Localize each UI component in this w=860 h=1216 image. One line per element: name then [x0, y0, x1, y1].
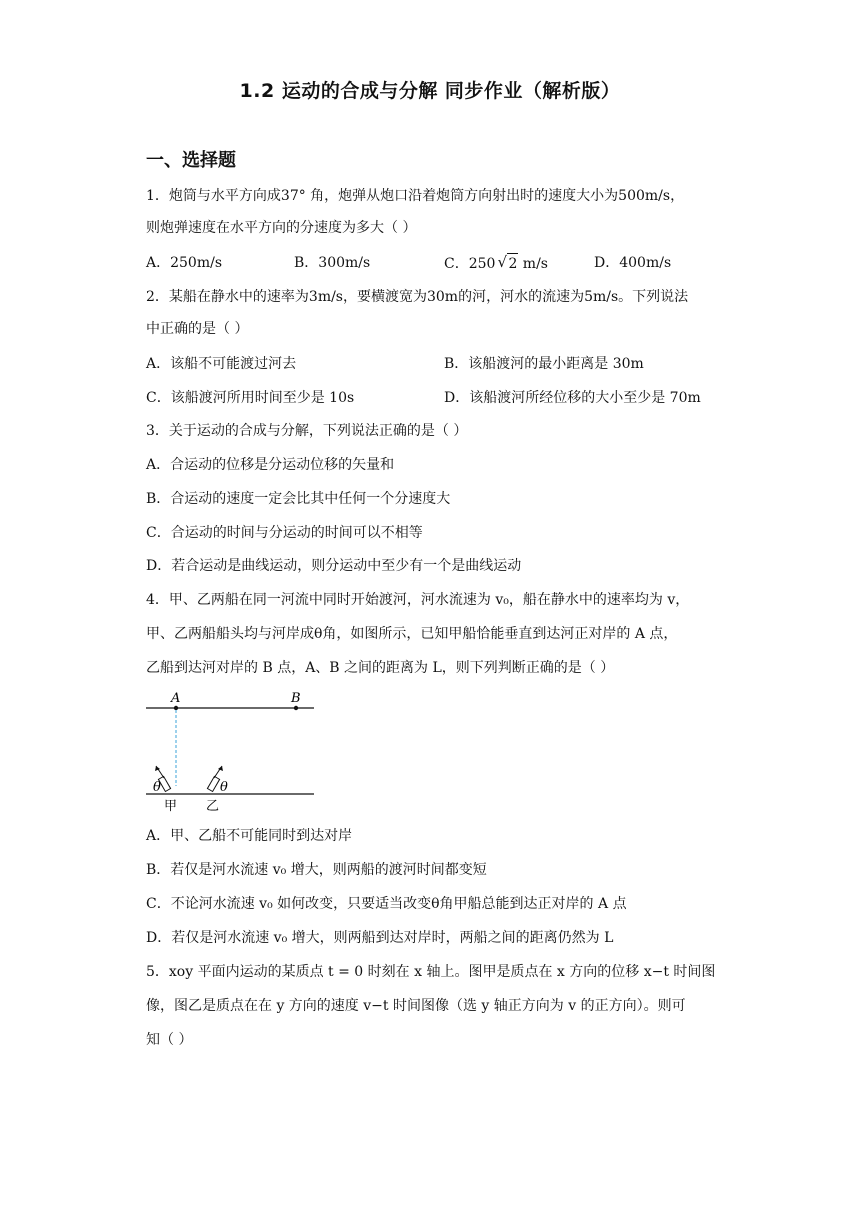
page-title: 1.2 运动的合成与分解 同步作业（解析版） [239, 80, 621, 102]
q4-stem-line2: 甲、乙两船船头均与河岸成θ角，如图所示，已知甲船恰能垂直到达河正对岸的 A 点， [146, 626, 678, 642]
boat-yi [207, 776, 219, 791]
sqrt-symbol: √ 2 [497, 253, 518, 272]
q3-option-d: D．若合运动是曲线运动，则分运动中至少有一个是曲线运动 [146, 558, 522, 574]
boat-jia-label: 甲 [164, 799, 178, 814]
q4-option-c: C．不论河水流速 v₀ 如何改变，只要适当改变θ角甲船总能到达正对岸的 A 点 [146, 896, 627, 912]
theta-label-jia: θ [153, 780, 161, 795]
point-a-dot [174, 706, 178, 710]
boat-yi-label: 乙 [206, 799, 220, 814]
q1-option-c-prefix: C．250 [444, 256, 496, 272]
q2-option-b: B．该船渡河的最小距离是 30m [444, 356, 644, 372]
section-heading: 一、选择题 [146, 150, 236, 171]
point-b-dot [294, 706, 298, 710]
q2-option-d: D．该船渡河所经位移的大小至少是 70m [444, 390, 701, 406]
q1-option-d: D．400m/s [594, 255, 672, 271]
q1-option-c [444, 253, 548, 274]
river-crossing-diagram [140, 686, 330, 814]
theta-label-yi: θ [220, 780, 228, 795]
q1-option-b: B．300m/s [294, 255, 371, 271]
q2-stem-line2: 中正确的是（ ） [146, 321, 249, 337]
q2-option-a: A．该船不可能渡过河去 [146, 356, 297, 372]
q3-option-c: C．合运动的时间与分运动的时间可以不相等 [146, 525, 423, 541]
q4-stem-line1: 4．甲、乙两船在同一河流中同时开始渡河，河水流速为 v₀，船在静水中的速率均为 v， [146, 592, 690, 608]
q1-option-a: A．250m/s [146, 255, 223, 271]
q2-option-c: C．该船渡河所用时间至少是 10s [146, 390, 355, 406]
q1-option-c-radicand: 2 [507, 253, 518, 274]
q3-option-b: B．合运动的速度一定会比其中任何一个分速度大 [146, 491, 451, 507]
q5-stem-line1: 5．xoy 平面内运动的某质点 t = 0 时刻在 x 轴上。图甲是质点在 x 方向的位移 x−t 时间图 [146, 964, 716, 980]
q4-option-d: D．若仅是河水流速 v₀ 增大，则两船到达对岸时，两船之间的距离仍然为 L [146, 930, 614, 946]
point-a-label: A [171, 691, 181, 706]
q4-option-a: A．甲、乙船不可能同时到达对岸 [146, 828, 353, 844]
q1-stem-line2: 则炮弹速度在水平方向的分速度为多大（ ） [146, 220, 417, 236]
q1-option-c-unit: m/s [518, 256, 548, 272]
q3-stem-line1: 3．关于运动的合成与分解，下列说法正确的是（ ） [146, 423, 468, 439]
q4-option-b: B．若仅是河水流速 v₀ 增大，则两船的渡河时间都变短 [146, 862, 487, 878]
q5-stem-line2: 像，图乙是质点在在 y 方向的速度 v−t 时间图像（选 y 轴正方向为 v 的正方向）。则可 [146, 998, 686, 1014]
point-b-label: B [291, 691, 301, 706]
q3-option-a: A．合运动的位移是分运动位移的矢量和 [146, 457, 395, 473]
q2-stem-line1: 2．某船在静水中的速率为3m/s，要横渡宽为30m的河，河水的流速为5m/s。下列说法 [146, 289, 689, 305]
q1-stem-line1: 1．炮筒与水平方向成37° 角，炮弹从炮口沿着炮筒方向射出时的速度大小为500m/s， [146, 188, 685, 204]
q4-stem-line3: 乙船到达河对岸的 B 点，A、B 之间的距离为 L，则下列判断正确的是（ ） [146, 660, 615, 676]
q5-stem-line3: 知（ ） [146, 1032, 193, 1048]
